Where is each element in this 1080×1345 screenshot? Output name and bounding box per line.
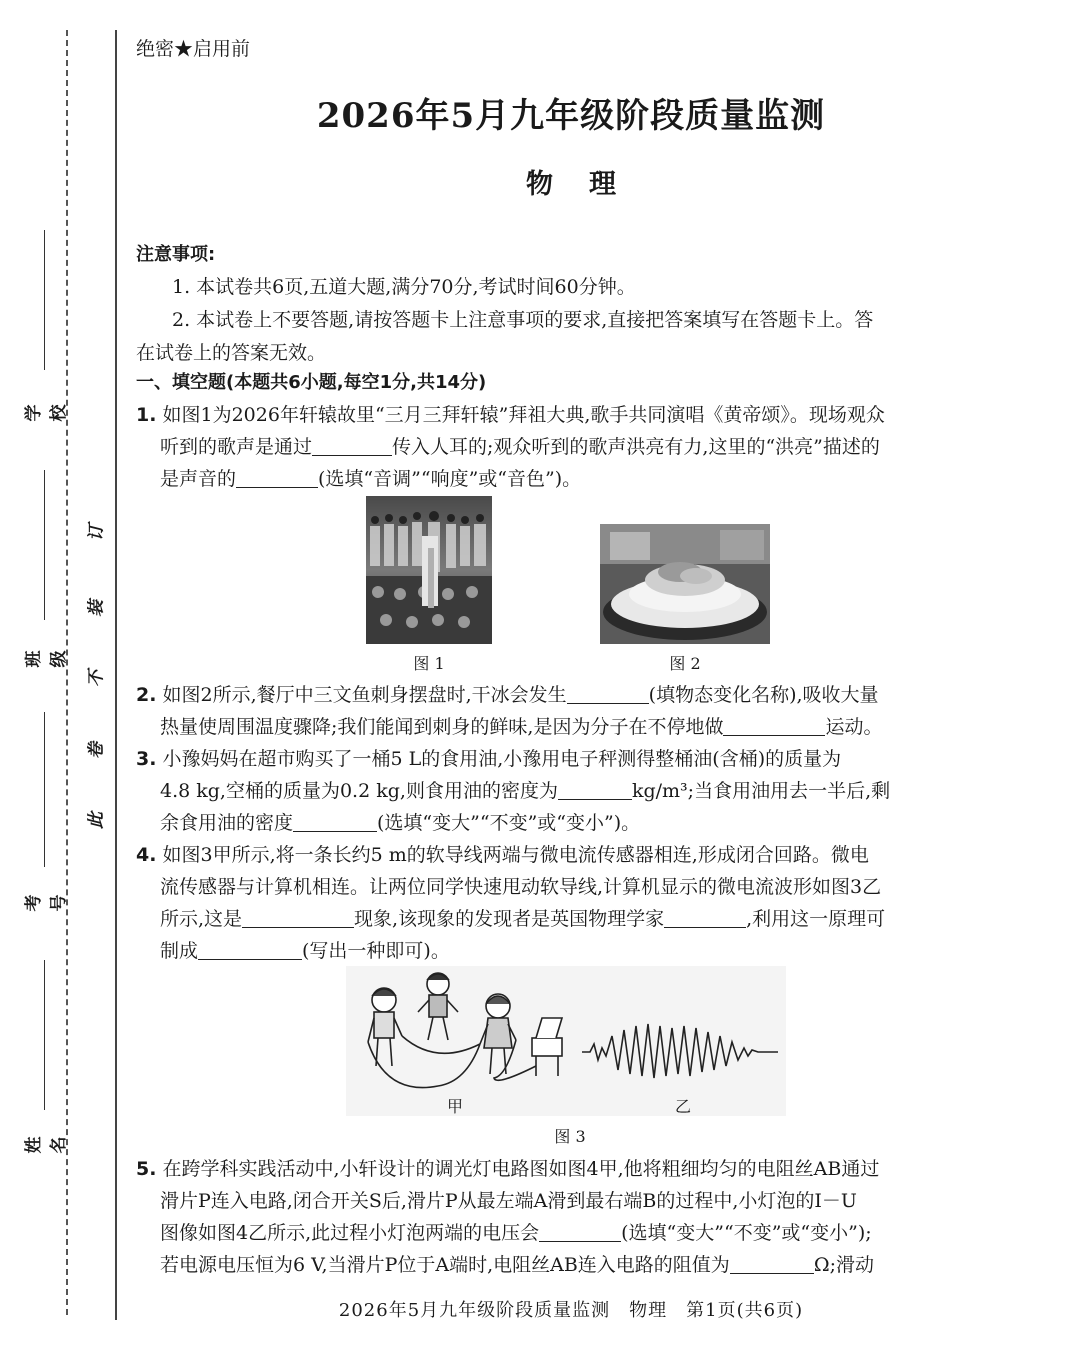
q5-line-2: 滑片P连入电路,闭合开关S后,滑片P从最左端A滑到最右端B的过程中,小灯泡的I－U [160, 1190, 857, 1212]
q5-blank-2 [730, 1255, 814, 1274]
q1-text-2b: 传入人耳的;观众听到的歌声洪亮有力,这里的“洪亮”描述的 [392, 436, 880, 458]
q2-text-1b: (填物态变化名称),吸收大量 [648, 684, 879, 706]
q4-text-1: 如图3甲所示,将一条长约5 m的软导线两端与微电流传感器相连,形成闭合回路。微电 [162, 844, 869, 866]
q1-text-3a: 是声音的 [160, 468, 237, 490]
notice-item-2b: 在试卷上的答案无效。 [136, 342, 327, 364]
q2-line-2 [160, 712, 882, 739]
q4-line-2: 流传感器与计算机相连。让两位同学快速甩动软导线,计算机显示的微电流波形如图3乙 [160, 876, 882, 898]
page-footer: 2026年5月九年级阶段质量监测 物理 第1页(共6页) [338, 1300, 804, 1321]
q4-text-4a: 制成 [160, 940, 199, 962]
section-1-heading: 一、填空题(本题共6小题,每空1分,共14分) [136, 372, 487, 393]
figure-2-photo [600, 524, 770, 644]
class-blank-line [44, 470, 45, 620]
exam-no-label: 考号 [24, 894, 69, 912]
q1-line-2 [160, 432, 880, 459]
q4-text-3b: 现象,该现象的发现者是英国物理学家 [354, 908, 665, 930]
figure-3-yi-label: 乙 [674, 1097, 691, 1116]
q5-line-4 [160, 1250, 874, 1277]
notice-item-2a: 2. 本试卷上不要答题,请按答题卡上注意事项的要求,直接把答案填写在答题卡上。答 [172, 309, 874, 331]
name-label: 姓名 [24, 1136, 69, 1154]
secret-mark: 绝密★启用前 [136, 38, 251, 60]
q5-line-1 [136, 1154, 879, 1181]
figure-1-caption: 图 1 [413, 654, 445, 673]
q4-text-3a: 所示,这是 [160, 908, 243, 930]
notice-item-1: 1. 本试卷共6页,五道大题,满分70分,考试时间60分钟。 [172, 276, 636, 298]
q3-number: 3. [136, 748, 157, 770]
q2-text-2b: 运动。 [825, 716, 883, 738]
q1-line-1 [136, 400, 885, 427]
seal-char-4: 卷 [86, 742, 107, 759]
q1-blank-1 [312, 437, 392, 456]
school-blank-line [44, 230, 45, 370]
q3-text-3a: 余食用油的密度 [160, 812, 294, 834]
figure-3-jia-label: 甲 [446, 1097, 463, 1116]
q1-text-1: 如图1为2026年轩辕故里“三月三拜轩辕”拜祖大典,歌手共同演唱《黄帝颂》。现场观众 [162, 404, 885, 426]
q1-text-3b: (选填“音调”“响度”或“音色”)。 [318, 468, 582, 490]
q2-number: 2. [136, 684, 157, 706]
q4-text-3c: ,利用这一原理可 [746, 908, 886, 930]
school-label: 学校 [24, 404, 69, 422]
seal-char-5: 此 [86, 812, 107, 829]
q5-text-4a: 若电源电压恒为6 V,当滑片P位于A端时,电阻丝AB连入电路的阻值为 [160, 1254, 730, 1276]
q4-line-3 [160, 904, 885, 931]
class-label: 班级 [24, 650, 69, 668]
q3-text-2a: 4.8 kg,空桶的质量为0.2 kg,则食用油的密度为 [160, 780, 558, 802]
q5-text-1: 在跨学科实践活动中,小轩设计的调光灯电路图如图4甲,他将粗细均匀的电阻丝AB通过 [162, 1158, 880, 1180]
q2-text-1a: 如图2所示,餐厅中三文鱼刺身摆盘时,干冰会发生 [162, 684, 567, 706]
figure-2-caption: 图 2 [669, 654, 701, 673]
q1-line-3 [160, 464, 581, 491]
seal-char-2: 装 [86, 600, 107, 617]
seal-char-3: 不 [86, 670, 107, 687]
q2-blank-1 [567, 685, 649, 704]
q1-text-2a: 听到的歌声是通过 [160, 436, 313, 458]
q5-text-3b: (选填“变大”“不变”或“变小”); [621, 1222, 872, 1244]
exam-no-blank-line [44, 712, 45, 867]
q5-line-3 [160, 1218, 872, 1245]
q3-text-1: 小豫妈妈在超市购买了一桶5 L的食用油,小豫用电子秤测得整桶油(含桶)的质量为 [162, 748, 842, 770]
q3-line-3 [160, 808, 640, 835]
subject-title: 物理 [526, 169, 652, 200]
q5-text-3a: 图像如图4乙所示,此过程小灯泡两端的电压会 [160, 1222, 540, 1244]
q3-line-2 [160, 776, 890, 803]
notice-heading: 注意事项: [136, 244, 216, 265]
q3-text-2b: kg/m³;当食用油用去一半后,剩 [631, 780, 891, 802]
figure-3-illustration [346, 966, 786, 1116]
q4-line-1 [136, 840, 869, 867]
q5-blank-1 [539, 1223, 621, 1242]
q1-blank-2 [236, 469, 318, 488]
q2-blank-2 [723, 717, 825, 736]
q5-text-4b: Ω;滑动 [813, 1254, 874, 1276]
q4-text-4b: (写出一种即可)。 [302, 940, 450, 962]
q3-blank-1 [558, 781, 632, 800]
q4-blank-2 [664, 909, 746, 928]
q3-line-1 [136, 744, 841, 771]
q5-number: 5. [136, 1158, 157, 1180]
figure-1-photo [366, 496, 492, 644]
q4-blank-3 [198, 941, 302, 960]
figure-3-caption: 图 3 [554, 1127, 586, 1146]
q1-number: 1. [136, 404, 157, 426]
exam-title: 2026年5月九年级阶段质量监测 [316, 96, 826, 136]
name-blank-line [44, 960, 45, 1110]
q2-line-1 [136, 680, 879, 707]
q4-number: 4. [136, 844, 157, 866]
q4-blank-1 [242, 909, 354, 928]
q2-text-2a: 热量使周围温度骤降;我们能闻到刺身的鲜味,是因为分子在不停地做 [160, 716, 724, 738]
seal-char-1: 订 [86, 524, 107, 541]
q3-blank-2 [293, 813, 377, 832]
q3-text-3b: (选填“变大”“不变”或“变小”)。 [377, 812, 641, 834]
margin-solid-line [115, 30, 117, 1320]
q4-line-4 [160, 936, 450, 963]
